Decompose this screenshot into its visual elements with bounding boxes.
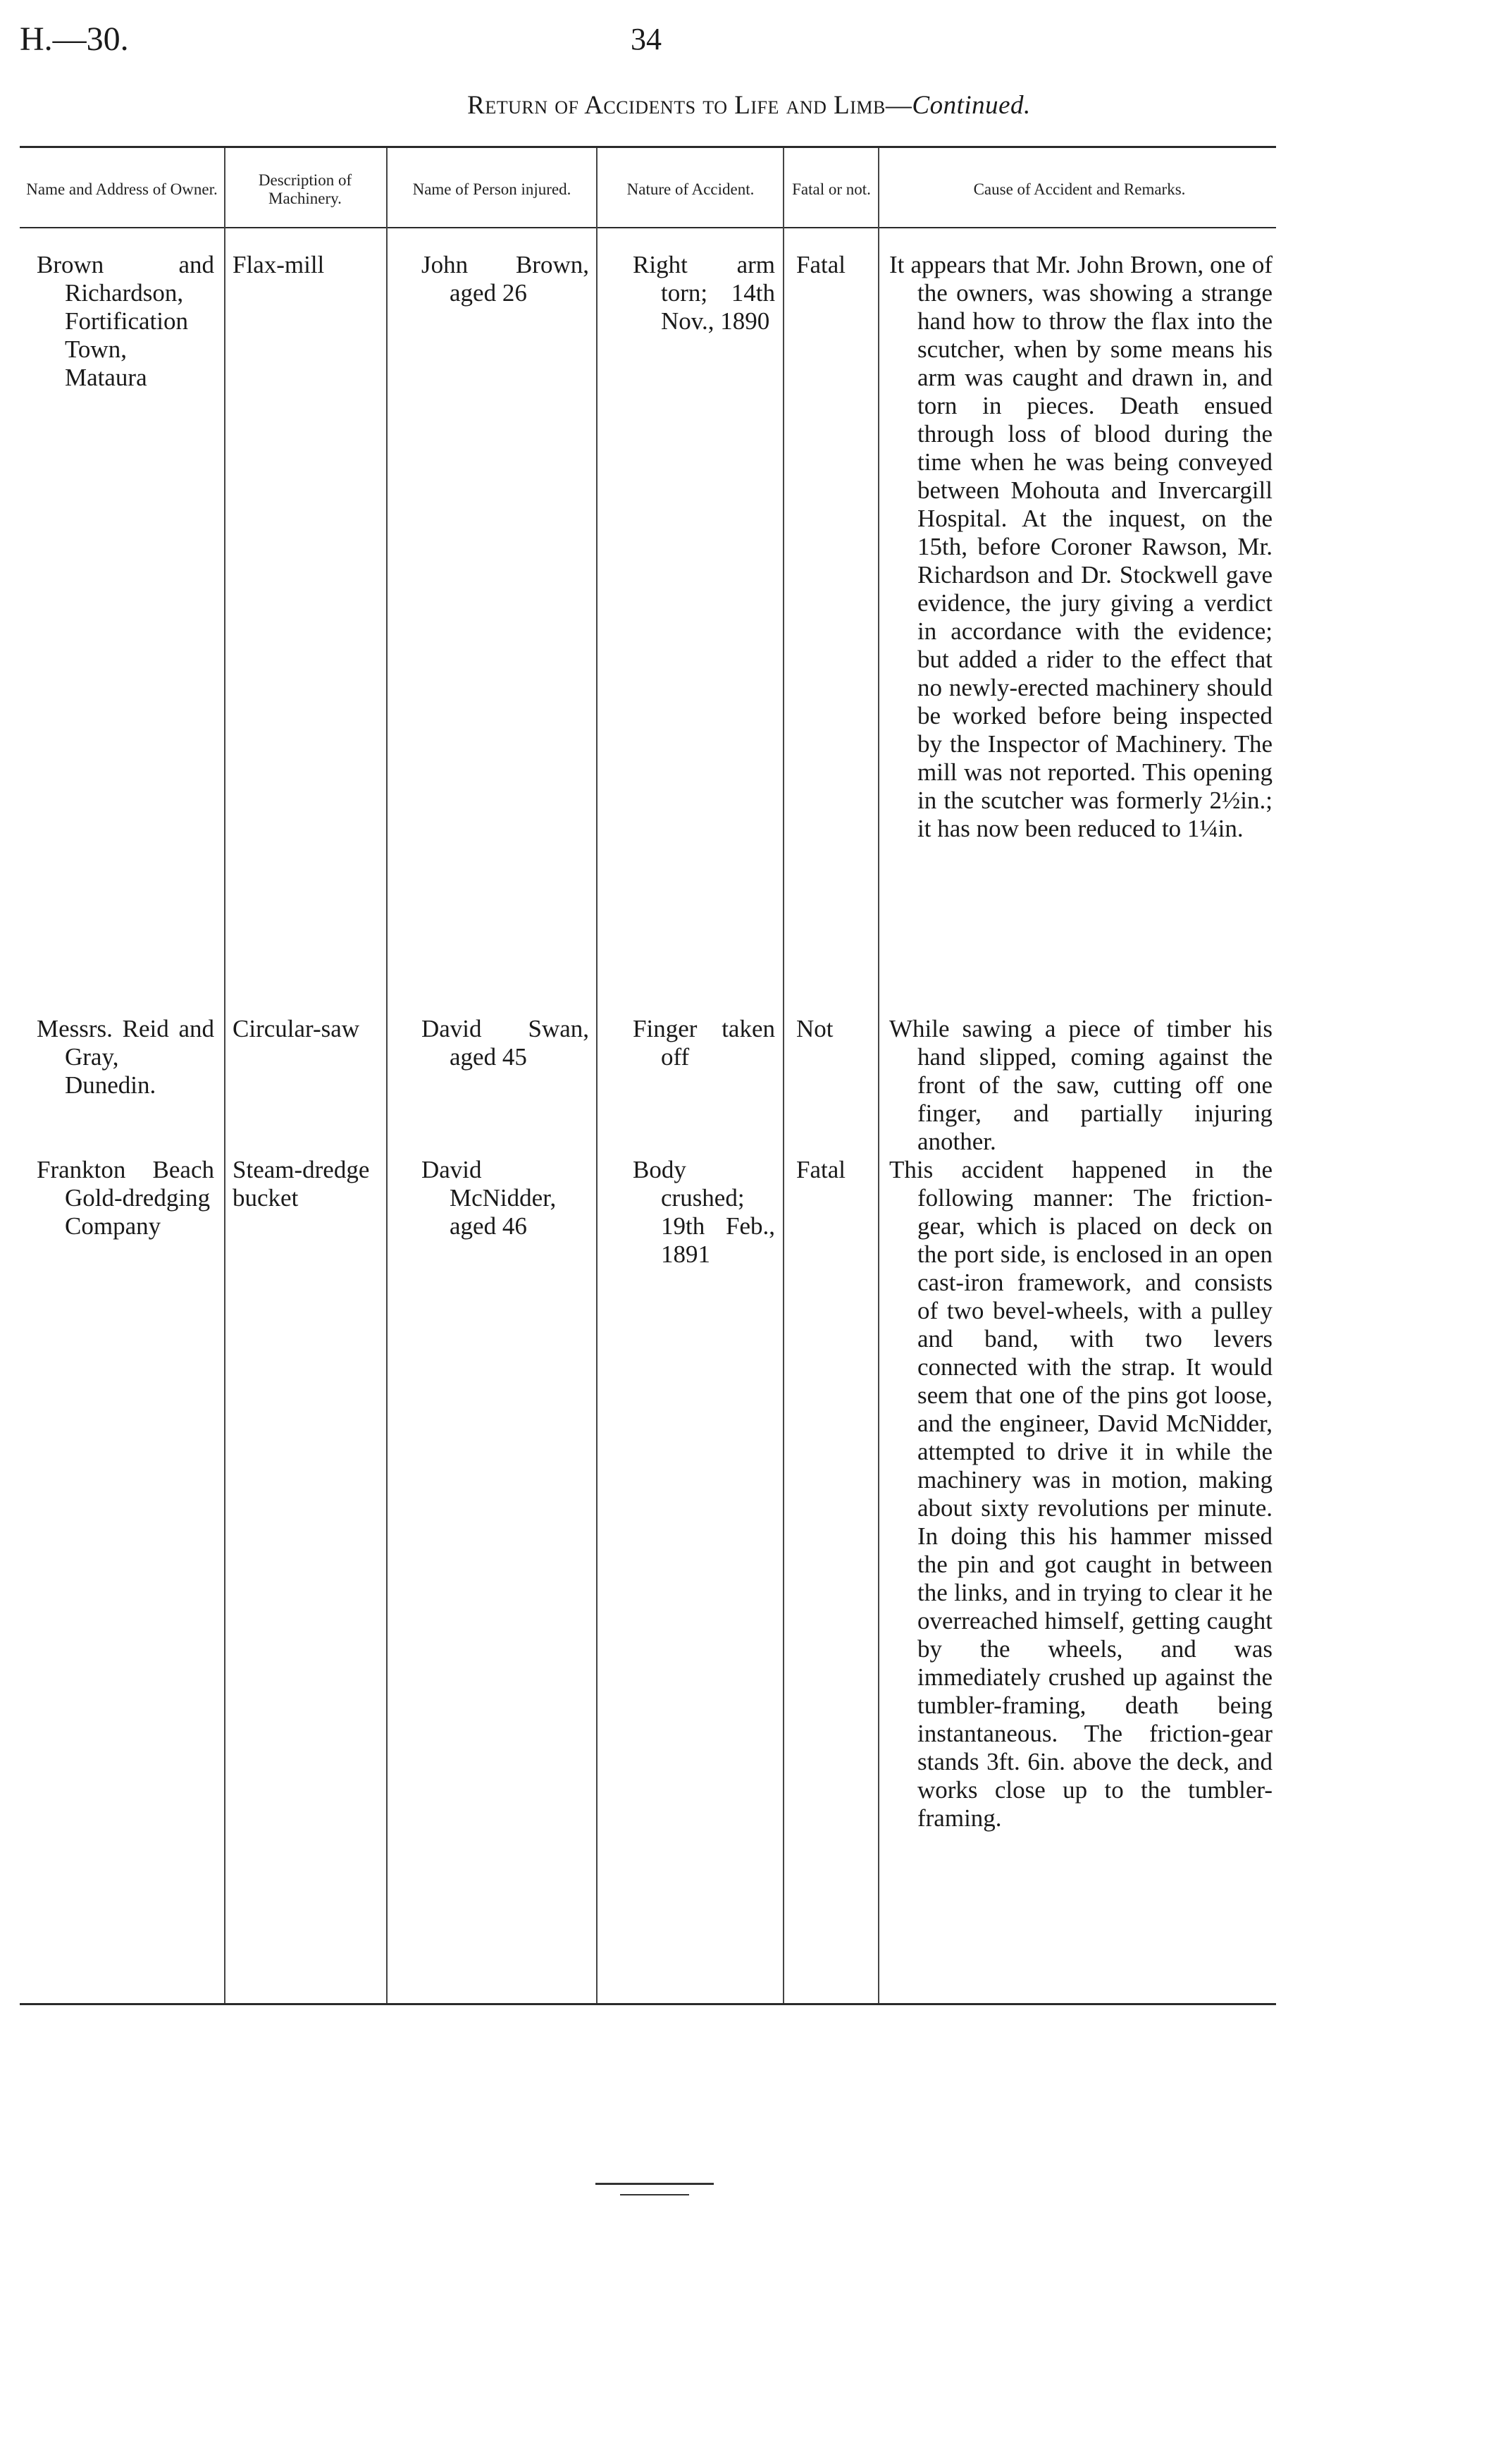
cell-fatal: Fatal <box>796 1156 846 1183</box>
cell-machinery: Circular-saw <box>233 1015 360 1042</box>
table-header-rule <box>20 227 1276 228</box>
column-rule <box>224 148 225 2003</box>
cell-remarks: It appears that Mr. John Brown, one of the owners, was showing a strange hand how to throw the flax into the scutcher, when by some means his arm was caught and drawn in, and torn in pieces. Death ensued through loss of blood during the time when he was being conveyed between Mohouta and Invercargill Hospital. At the inquest, on the 15th, before Coroner Rawson, Mr. Richardson and Dr. Stockwell gave evidence, the jury giving a verdict in accordance with the evidence; but added a rider to the effect that no newly-erected machinery should be worked before being inspected by the Inspector of Machinery. The mill was not reported. This opening in the scutcher was formerly 2½in.; it has now been reduced to 1¼in. <box>889 251 1273 842</box>
cell-nature: Finger taken off <box>633 1015 775 1071</box>
cell-fatal: Not <box>796 1015 834 1042</box>
column-rule <box>386 148 388 2003</box>
cell-fatal: Fatal <box>796 251 846 278</box>
column-rule <box>783 148 784 2003</box>
page-title <box>0 90 1498 121</box>
end-rule <box>620 2194 689 2195</box>
table-bottom-rule <box>20 2003 1276 2005</box>
cell-person: David McNidder, aged 46 <box>421 1156 557 1240</box>
cell-owner: Frankton Beach Gold-dredging Company <box>37 1156 214 1240</box>
end-rule <box>595 2183 714 2185</box>
header-owner: Name and Address of Owner. <box>26 180 218 198</box>
cell-owner: Messrs. Reid and Gray, Dunedin. <box>37 1015 214 1099</box>
header-remarks: Cause of Accident and Remarks. <box>973 180 1186 198</box>
cell-machinery: Steam-dredge bucket <box>233 1156 370 1212</box>
cell-owner: Brown and Richardson, Fortification Town, Mataura <box>37 251 214 391</box>
cell-remarks: This accident happened in the following manner: The friction-gear, which is placed on deck on the port side, is enclosed in an open cast-iron framework, and consists of two bevel-wheels, with a pulley and band, with two levers connected with the strap. It would seem that one of the pins got loose, and the engineer, David McNidder, attempted to drive it in while the machinery was in motion, making about sixty revolutions per minute. In doing this his hammer missed the pin and got caught in between the links, and in trying to clear it he overreached himself, getting caught by the wheels, and was immediately crushed up against the tumbler-framing, death being instantaneous. The friction-gear stands 3ft. 6in. above the deck, and works close up to the tumbler-framing. <box>889 1156 1273 1832</box>
title-suffix: Continued. <box>912 91 1031 120</box>
header-nature: Nature of Accident. <box>626 180 755 198</box>
page-number: 34 <box>631 22 662 56</box>
cell-person: David Swan, aged 45 <box>421 1015 589 1071</box>
header-person: Name of Person injured. <box>412 180 571 198</box>
title-prefix: Return of Accidents to Life and Limb— <box>467 91 912 120</box>
cell-person: John Brown, aged 26 <box>421 251 589 307</box>
column-rule <box>596 148 598 2003</box>
table-top-rule <box>20 146 1276 148</box>
cell-nature: Right arm torn; 14th Nov., 1890 <box>633 251 775 335</box>
header-fatal: Fatal or not. <box>792 180 871 198</box>
header-machinery: Description of Machinery. <box>258 171 352 207</box>
cell-remarks: While sawing a piece of timber his hand slipped, coming against the front of the saw, cutting off one finger, and partially injuring another. <box>889 1015 1273 1155</box>
cell-nature: Body crushed; 19th Feb., 1891 <box>633 1156 775 1268</box>
column-rule <box>878 148 879 2003</box>
cell-machinery: Flax-mill <box>233 251 325 278</box>
page-id: H.—30. <box>20 20 129 58</box>
